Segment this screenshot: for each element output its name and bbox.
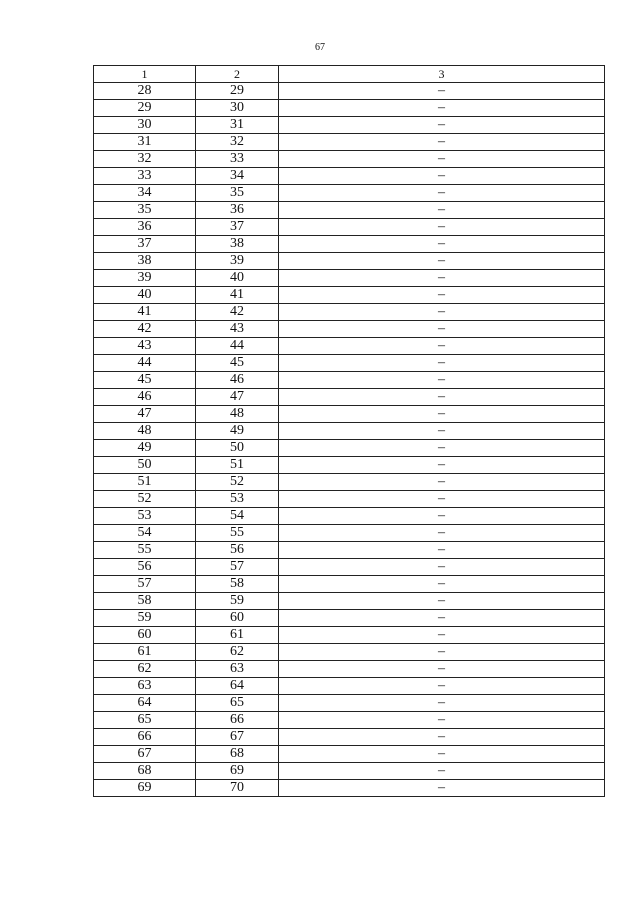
table-cell-col-2: 32 [196, 134, 279, 151]
table-cell-col-3: – [279, 355, 605, 372]
table-row [94, 168, 605, 185]
table-row [94, 338, 605, 355]
table-cell-col-1: 50 [94, 457, 196, 474]
table-cell-col-3: – [279, 117, 605, 134]
table-cell-col-2: 52 [196, 474, 279, 491]
table-cell-col-3: – [279, 491, 605, 508]
table-cell-col-1: 67 [94, 746, 196, 763]
table-cell-col-1: 68 [94, 763, 196, 780]
table-cell-col-3: – [279, 134, 605, 151]
table-cell-col-1: 51 [94, 474, 196, 491]
table-cell-col-2: 60 [196, 610, 279, 627]
table-cell-col-2: 40 [196, 270, 279, 287]
table-cell-col-2: 45 [196, 355, 279, 372]
table-row [94, 406, 605, 423]
table-cell-col-3: – [279, 763, 605, 780]
table-cell-col-3: – [279, 253, 605, 270]
table-cell-col-1: 69 [94, 780, 196, 797]
table-row [94, 151, 605, 168]
table-cell-col-2: 42 [196, 304, 279, 321]
table-cell-col-1: 31 [94, 134, 196, 151]
table-cell-col-1: 49 [94, 440, 196, 457]
table-cell-col-3: – [279, 321, 605, 338]
table-cell-col-1: 36 [94, 219, 196, 236]
table-cell-col-1: 61 [94, 644, 196, 661]
data-table [93, 65, 605, 797]
page-number: 67 [315, 42, 325, 53]
table-cell-col-3: – [279, 270, 605, 287]
table-cell-col-3: – [279, 712, 605, 729]
table-cell-col-2: 30 [196, 100, 279, 117]
table-row [94, 678, 605, 695]
table-cell-col-1: 35 [94, 202, 196, 219]
table-row [94, 304, 605, 321]
table-cell-col-3: – [279, 83, 605, 100]
table-header [94, 66, 605, 83]
table-row [94, 763, 605, 780]
table-cell-col-2: 29 [196, 83, 279, 100]
table-cell-col-1: 60 [94, 627, 196, 644]
table-cell-col-2: 64 [196, 678, 279, 695]
table-cell-col-1: 58 [94, 593, 196, 610]
table-cell-col-3: – [279, 695, 605, 712]
table-cell-col-3: – [279, 406, 605, 423]
table-cell-col-2: 53 [196, 491, 279, 508]
table-cell-col-2: 41 [196, 287, 279, 304]
table-cell-col-3: – [279, 151, 605, 168]
table-row [94, 321, 605, 338]
table-row [94, 729, 605, 746]
table-cell-col-1: 38 [94, 253, 196, 270]
table-row [94, 627, 605, 644]
table-cell-col-3: – [279, 746, 605, 763]
table-cell-col-3: – [279, 678, 605, 695]
table-cell-col-3: – [279, 236, 605, 253]
table-cell-col-2: 46 [196, 372, 279, 389]
table-cell-col-1: 39 [94, 270, 196, 287]
table-row [94, 100, 605, 117]
table-cell-col-2: 51 [196, 457, 279, 474]
table-cell-col-1: 40 [94, 287, 196, 304]
table-cell-col-2: 37 [196, 219, 279, 236]
table-cell-col-3: – [279, 287, 605, 304]
table-cell-col-3: – [279, 508, 605, 525]
table-cell-col-2: 36 [196, 202, 279, 219]
table-cell-col-3: – [279, 219, 605, 236]
table-cell-col-2: 31 [196, 117, 279, 134]
table-cell-col-1: 56 [94, 559, 196, 576]
table-cell-col-3: – [279, 593, 605, 610]
table-cell-col-2: 44 [196, 338, 279, 355]
table-cell-col-3: – [279, 440, 605, 457]
table-row [94, 593, 605, 610]
column-header-1: 1 [94, 66, 196, 83]
table-cell-col-2: 49 [196, 423, 279, 440]
table-cell-col-1: 55 [94, 542, 196, 559]
table-cell-col-3: – [279, 576, 605, 593]
table-cell-col-1: 47 [94, 406, 196, 423]
table-row [94, 695, 605, 712]
table-row [94, 746, 605, 763]
table-row [94, 542, 605, 559]
table-cell-col-2: 61 [196, 627, 279, 644]
table-cell-col-1: 30 [94, 117, 196, 134]
table-cell-col-1: 45 [94, 372, 196, 389]
table-cell-col-3: – [279, 372, 605, 389]
table-cell-col-1: 48 [94, 423, 196, 440]
table-row [94, 134, 605, 151]
table-cell-col-3: – [279, 627, 605, 644]
table-row [94, 236, 605, 253]
table-cell-col-2: 34 [196, 168, 279, 185]
table-row [94, 474, 605, 491]
table-cell-col-3: – [279, 474, 605, 491]
table-cell-col-1: 37 [94, 236, 196, 253]
table-cell-col-3: – [279, 644, 605, 661]
table-cell-col-2: 33 [196, 151, 279, 168]
table-cell-col-3: – [279, 423, 605, 440]
table-row [94, 423, 605, 440]
table-cell-col-1: 29 [94, 100, 196, 117]
table-row [94, 644, 605, 661]
table-cell-col-2: 38 [196, 236, 279, 253]
table-row [94, 525, 605, 542]
table-row [94, 440, 605, 457]
table-cell-col-3: – [279, 729, 605, 746]
table-cell-col-2: 50 [196, 440, 279, 457]
table-row [94, 389, 605, 406]
table-cell-col-3: – [279, 559, 605, 576]
table-cell-col-2: 47 [196, 389, 279, 406]
table-cell-col-2: 48 [196, 406, 279, 423]
table-cell-col-3: – [279, 389, 605, 406]
table-cell-col-1: 34 [94, 185, 196, 202]
table-cell-col-2: 70 [196, 780, 279, 797]
table-body [94, 83, 605, 797]
table-cell-col-3: – [279, 304, 605, 321]
table-cell-col-2: 66 [196, 712, 279, 729]
table-row [94, 253, 605, 270]
table-cell-col-3: – [279, 168, 605, 185]
table-cell-col-1: 62 [94, 661, 196, 678]
table-row [94, 559, 605, 576]
table-row [94, 202, 605, 219]
table-cell-col-3: – [279, 610, 605, 627]
table-row [94, 780, 605, 797]
table-row [94, 610, 605, 627]
table-cell-col-2: 67 [196, 729, 279, 746]
table-cell-col-1: 65 [94, 712, 196, 729]
table-cell-col-1: 33 [94, 168, 196, 185]
table-cell-col-3: – [279, 338, 605, 355]
table-row [94, 576, 605, 593]
table-cell-col-2: 54 [196, 508, 279, 525]
table-row [94, 355, 605, 372]
table-cell-col-2: 43 [196, 321, 279, 338]
table-row [94, 185, 605, 202]
table-cell-col-1: 41 [94, 304, 196, 321]
column-header-3: 3 [279, 66, 605, 83]
table-row [94, 661, 605, 678]
header-row [94, 66, 605, 83]
table-cell-col-3: – [279, 525, 605, 542]
table-cell-col-3: – [279, 542, 605, 559]
table-cell-col-1: 46 [94, 389, 196, 406]
table-cell-col-3: – [279, 185, 605, 202]
table-cell-col-2: 62 [196, 644, 279, 661]
table-cell-col-3: – [279, 202, 605, 219]
column-header-2: 2 [196, 66, 279, 83]
table-cell-col-1: 42 [94, 321, 196, 338]
table-row [94, 508, 605, 525]
table-row [94, 270, 605, 287]
table-row [94, 219, 605, 236]
table-row [94, 287, 605, 304]
table-cell-col-1: 63 [94, 678, 196, 695]
table-cell-col-1: 52 [94, 491, 196, 508]
table-cell-col-2: 68 [196, 746, 279, 763]
table-cell-col-2: 69 [196, 763, 279, 780]
table-cell-col-1: 57 [94, 576, 196, 593]
table-cell-col-1: 59 [94, 610, 196, 627]
table-row [94, 83, 605, 100]
table-cell-col-1: 53 [94, 508, 196, 525]
table-cell-col-2: 58 [196, 576, 279, 593]
table-cell-col-2: 57 [196, 559, 279, 576]
table-row [94, 712, 605, 729]
table-row [94, 457, 605, 474]
table-cell-col-3: – [279, 780, 605, 797]
table-cell-col-2: 59 [196, 593, 279, 610]
table-cell-col-1: 54 [94, 525, 196, 542]
table-cell-col-2: 63 [196, 661, 279, 678]
table-cell-col-1: 43 [94, 338, 196, 355]
table-row [94, 491, 605, 508]
table-cell-col-1: 32 [94, 151, 196, 168]
table-cell-col-2: 56 [196, 542, 279, 559]
table-row [94, 117, 605, 134]
table-cell-col-1: 28 [94, 83, 196, 100]
table-row [94, 372, 605, 389]
table-cell-col-1: 44 [94, 355, 196, 372]
table-cell-col-3: – [279, 661, 605, 678]
table-cell-col-3: – [279, 457, 605, 474]
table-cell-col-2: 39 [196, 253, 279, 270]
table-cell-col-2: 35 [196, 185, 279, 202]
table-cell-col-3: – [279, 100, 605, 117]
table-cell-col-1: 66 [94, 729, 196, 746]
table-cell-col-2: 65 [196, 695, 279, 712]
table-cell-col-1: 64 [94, 695, 196, 712]
table-cell-col-2: 55 [196, 525, 279, 542]
